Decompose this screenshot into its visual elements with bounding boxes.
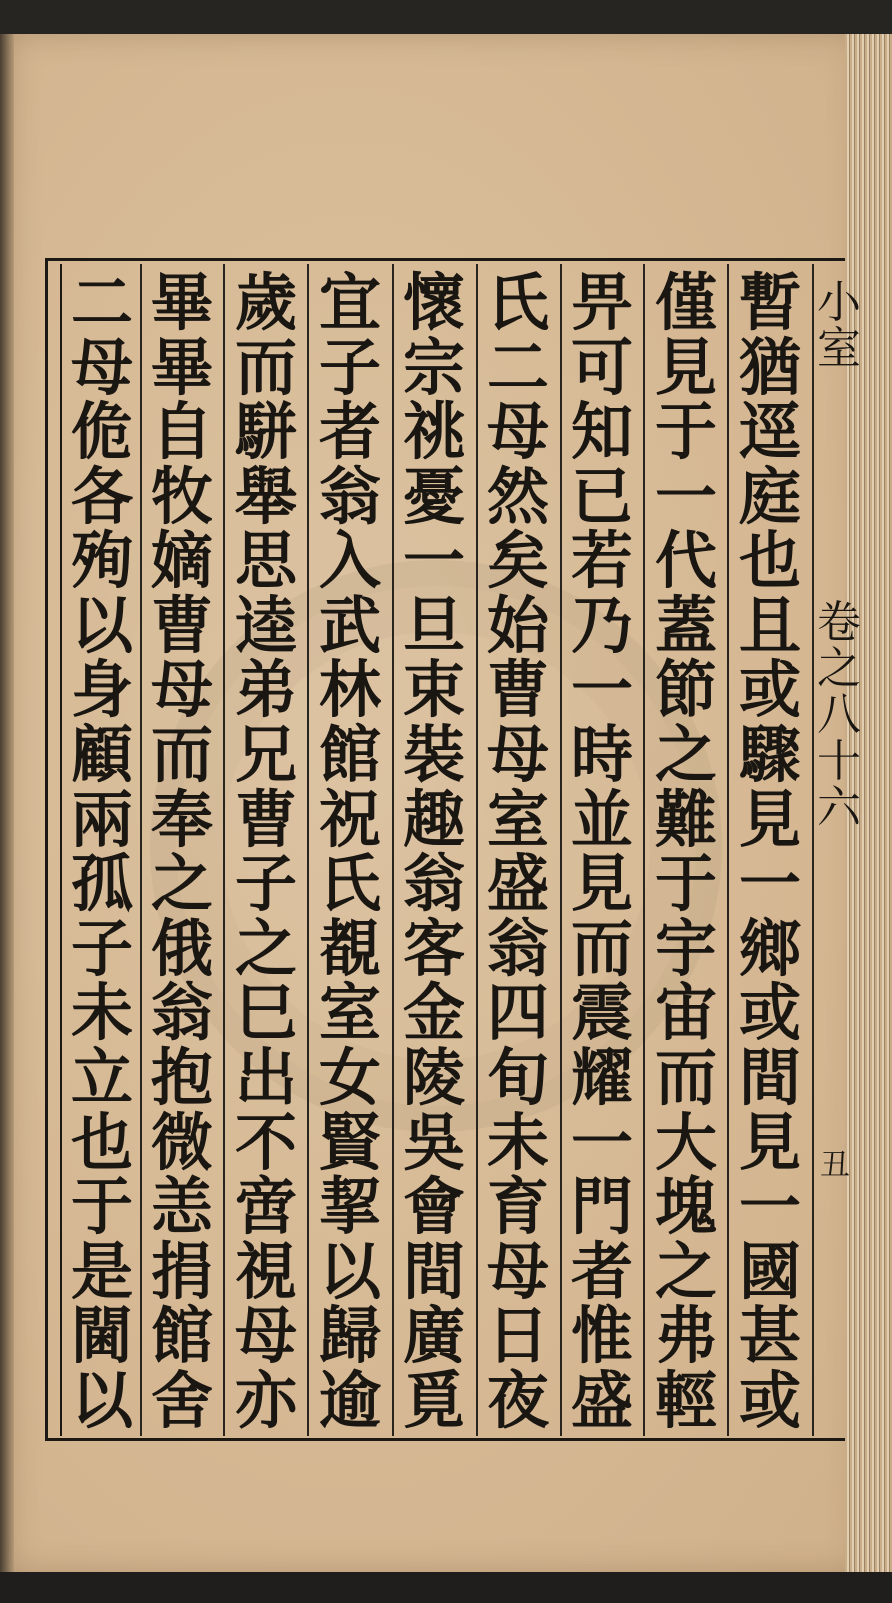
glyph: 宗 xyxy=(402,330,465,404)
glyph: 震 xyxy=(570,976,633,1050)
glyph: 門 xyxy=(570,1170,633,1244)
glyph: 歸 xyxy=(318,1299,381,1373)
glyph: 兄 xyxy=(234,718,297,792)
glyph: 憂 xyxy=(402,459,465,533)
glyph: 翁 xyxy=(318,459,381,533)
glyph: 而 xyxy=(654,1040,717,1114)
glyph: 暫 xyxy=(738,266,801,339)
glyph: 也 xyxy=(70,1105,133,1179)
glyph: 陵 xyxy=(402,1040,465,1114)
glyph: 立 xyxy=(70,1040,133,1114)
glyph: 塊 xyxy=(654,1170,717,1244)
glyph: 歲 xyxy=(234,266,297,339)
glyph: 見 xyxy=(570,847,633,921)
glyph: 閫 xyxy=(70,1299,133,1373)
glyph: 盛 xyxy=(570,1363,633,1437)
glyph: 賢 xyxy=(318,1105,381,1179)
glyph: 猶 xyxy=(738,330,801,404)
glyph: 金 xyxy=(402,976,465,1050)
glyph: 不 xyxy=(234,1105,297,1179)
glyph: 巳 xyxy=(234,976,297,1050)
glyph: 一 xyxy=(570,653,633,727)
glyph: 未 xyxy=(486,1105,549,1179)
glyph: 自 xyxy=(150,395,213,469)
glyph: 女 xyxy=(318,1040,381,1114)
glyph: 于 xyxy=(654,395,717,469)
glyph: 見 xyxy=(654,330,717,404)
glyph: 氏 xyxy=(318,847,381,921)
glyph: 逕 xyxy=(738,395,801,469)
glyph: 時 xyxy=(570,718,633,792)
glyph: 逾 xyxy=(318,1363,381,1437)
glyph: 然 xyxy=(486,459,549,533)
text-column-4 xyxy=(478,266,558,1437)
glyph: 懷 xyxy=(402,266,465,339)
glyph: 或 xyxy=(738,1363,801,1437)
glyph: 館 xyxy=(150,1299,213,1373)
glyph: 旬 xyxy=(486,1040,549,1114)
text-column-3 xyxy=(562,266,642,1437)
glyph: 室 xyxy=(318,976,381,1050)
glyph: 難 xyxy=(654,782,717,856)
glyph: 矣 xyxy=(486,524,549,598)
glyph: 僅 xyxy=(654,266,717,339)
glyph: 旦 xyxy=(402,588,465,662)
glyph: 舍 xyxy=(150,1363,213,1437)
scan-background-top xyxy=(0,0,892,34)
glyph: 于 xyxy=(654,847,717,921)
glyph: 並 xyxy=(570,782,633,856)
glyph: 或 xyxy=(738,653,801,727)
glyph: 一 xyxy=(738,1170,801,1244)
glyph: 或 xyxy=(738,976,801,1050)
glyph: 也 xyxy=(738,524,801,598)
glyph: 捐 xyxy=(150,1234,213,1308)
glyph: 奉 xyxy=(150,782,213,856)
book-gutter xyxy=(0,34,14,1572)
glyph: 可 xyxy=(570,330,633,404)
glyph: 者 xyxy=(570,1234,633,1308)
glyph: 駢 xyxy=(234,395,297,469)
glyph: 微 xyxy=(150,1105,213,1179)
glyph: 抱 xyxy=(150,1040,213,1114)
glyph: 若 xyxy=(570,524,633,598)
glyph: 以 xyxy=(70,588,133,662)
glyph: 間 xyxy=(402,1234,465,1308)
glyph: 啻 xyxy=(234,1170,297,1244)
glyph: 者 xyxy=(318,395,381,469)
glyph: 而 xyxy=(570,911,633,985)
glyph: 未 xyxy=(70,976,133,1050)
glyph: 殉 xyxy=(70,524,133,598)
glyph: 思 xyxy=(234,524,297,598)
glyph: 翁 xyxy=(486,911,549,985)
glyph: 覩 xyxy=(318,911,381,985)
glyph: 畢 xyxy=(150,330,213,404)
column-divider xyxy=(812,264,814,1436)
glyph: 顧 xyxy=(70,718,133,792)
glyph: 二 xyxy=(70,266,133,339)
glyph: 宙 xyxy=(654,976,717,1050)
margin-glyph: 小 xyxy=(817,277,861,328)
glyph: 逵 xyxy=(234,588,297,662)
glyph: 驟 xyxy=(738,718,801,792)
margin-glyph: 之 xyxy=(817,643,861,695)
glyph: 母 xyxy=(486,395,549,469)
glyph: 畀 xyxy=(570,266,633,339)
margin-glyph: 十 xyxy=(817,735,861,787)
glyph: 曹 xyxy=(486,653,549,727)
glyph: 而 xyxy=(150,718,213,792)
glyph: 舉 xyxy=(234,459,297,533)
text-column-7 xyxy=(226,266,306,1437)
glyph: 二 xyxy=(486,330,549,404)
glyph: 曹 xyxy=(234,782,297,856)
glyph: 弟 xyxy=(234,653,297,727)
glyph: 束 xyxy=(402,653,465,727)
glyph: 已 xyxy=(570,459,633,533)
glyph: 趣 xyxy=(402,782,465,856)
glyph: 宇 xyxy=(654,911,717,985)
glyph: 間 xyxy=(738,1040,801,1114)
glyph: 之 xyxy=(654,718,717,792)
glyph: 廣 xyxy=(402,1299,465,1373)
glyph: 孤 xyxy=(70,847,133,921)
glyph: 一 xyxy=(654,459,717,533)
glyph: 一 xyxy=(570,1105,633,1179)
column-divider xyxy=(307,264,309,1436)
glyph: 一 xyxy=(738,847,801,921)
text-column-6 xyxy=(310,266,390,1437)
glyph: 裝 xyxy=(402,718,465,792)
glyph: 母 xyxy=(234,1299,297,1373)
glyph: 母 xyxy=(70,330,133,404)
glyph: 祧 xyxy=(402,395,465,469)
text-column-9 xyxy=(62,266,142,1437)
glyph: 國 xyxy=(738,1234,801,1308)
glyph: 曹 xyxy=(150,588,213,662)
glyph: 日 xyxy=(486,1299,549,1373)
glyph: 客 xyxy=(402,911,465,985)
margin-volume xyxy=(817,597,861,833)
glyph: 之 xyxy=(234,911,297,985)
glyph: 耀 xyxy=(570,1040,633,1114)
glyph: 兩 xyxy=(70,782,133,856)
glyph: 惟 xyxy=(570,1299,633,1373)
glyph: 夜 xyxy=(486,1363,549,1437)
glyph: 代 xyxy=(654,524,717,598)
glyph: 佹 xyxy=(70,395,133,469)
glyph: 之 xyxy=(654,1234,717,1308)
glyph: 甚 xyxy=(738,1299,801,1373)
glyph: 輕 xyxy=(654,1363,717,1437)
margin-glyph: 卷 xyxy=(817,597,861,648)
glyph: 大 xyxy=(654,1105,717,1179)
glyph: 于 xyxy=(70,1170,133,1244)
margin-glyph: 六 xyxy=(817,781,861,833)
glyph: 一 xyxy=(402,524,465,598)
glyph: 母 xyxy=(486,718,549,792)
glyph: 恙 xyxy=(150,1170,213,1244)
glyph: 以 xyxy=(70,1363,133,1437)
glyph: 且 xyxy=(738,588,801,662)
glyph: 育 xyxy=(486,1170,549,1244)
glyph: 入 xyxy=(318,524,381,598)
glyph: 亦 xyxy=(234,1363,297,1437)
margin-glyph: 室 xyxy=(817,323,861,375)
margin-page-number: 丑 xyxy=(820,1148,850,1183)
column-divider xyxy=(727,264,729,1436)
glyph: 宜 xyxy=(318,266,381,339)
glyph: 見 xyxy=(738,1105,801,1179)
glyph: 母 xyxy=(486,1234,549,1308)
glyph: 挈 xyxy=(318,1170,381,1244)
glyph: 而 xyxy=(234,330,297,404)
glyph: 林 xyxy=(318,653,381,727)
glyph: 武 xyxy=(318,588,381,662)
column-divider xyxy=(643,264,645,1436)
text-column-1 xyxy=(730,266,810,1437)
glyph: 牧 xyxy=(150,459,213,533)
glyph: 四 xyxy=(486,976,549,1050)
glyph: 各 xyxy=(70,459,133,533)
glyph: 會 xyxy=(402,1170,465,1244)
column-divider xyxy=(223,264,225,1436)
glyph: 祝 xyxy=(318,782,381,856)
margin-glyph: 八 xyxy=(817,689,861,741)
glyph: 畢 xyxy=(150,266,213,339)
glyph: 翁 xyxy=(150,976,213,1050)
glyph: 母 xyxy=(150,653,213,727)
glyph: 乃 xyxy=(570,588,633,662)
glyph: 庭 xyxy=(738,459,801,533)
glyph: 吳 xyxy=(402,1105,465,1179)
glyph: 視 xyxy=(234,1234,297,1308)
glyph: 室 xyxy=(486,782,549,856)
glyph: 弗 xyxy=(654,1299,717,1373)
glyph: 子 xyxy=(234,847,297,921)
glyph: 身 xyxy=(70,653,133,727)
glyph: 鄉 xyxy=(738,911,801,985)
glyph: 翁 xyxy=(402,847,465,921)
glyph: 子 xyxy=(70,911,133,985)
glyph: 嫡 xyxy=(150,524,213,598)
glyph: 出 xyxy=(234,1040,297,1114)
glyph: 以 xyxy=(318,1234,381,1308)
glyph: 俄 xyxy=(150,911,213,985)
margin-title xyxy=(817,277,861,375)
glyph: 子 xyxy=(318,330,381,404)
text-column-8 xyxy=(142,266,222,1437)
glyph: 之 xyxy=(150,847,213,921)
glyph: 知 xyxy=(570,395,633,469)
glyph: 節 xyxy=(654,653,717,727)
glyph: 盛 xyxy=(486,847,549,921)
scan-background-bottom xyxy=(0,1572,892,1603)
glyph: 氏 xyxy=(486,266,549,339)
glyph: 始 xyxy=(486,588,549,662)
glyph: 是 xyxy=(70,1234,133,1308)
glyph: 蓋 xyxy=(654,588,717,662)
text-column-2 xyxy=(646,266,726,1437)
glyph: 館 xyxy=(318,718,381,792)
text-column-5 xyxy=(394,266,474,1437)
glyph: 見 xyxy=(738,782,801,856)
glyph: 覓 xyxy=(402,1363,465,1437)
